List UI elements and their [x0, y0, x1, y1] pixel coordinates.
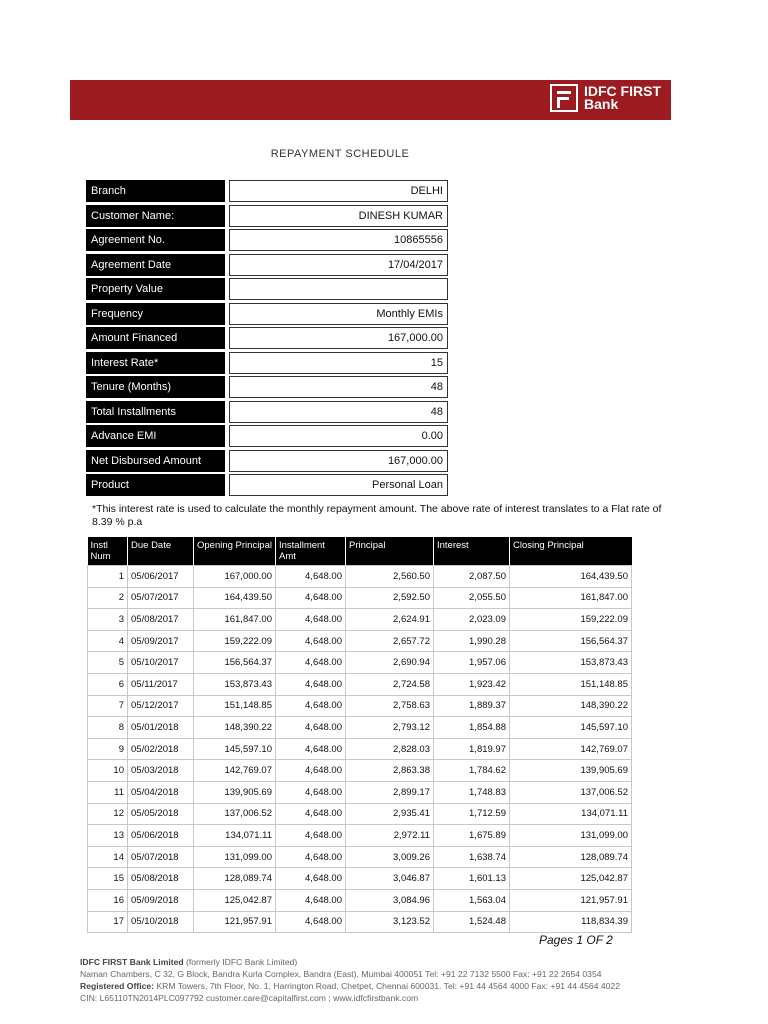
- table-cell: 2,724.58: [346, 673, 434, 695]
- table-cell: 1,748.83: [434, 781, 510, 803]
- table-cell: 142,769.07: [510, 738, 632, 760]
- table-cell: 151,148.85: [510, 673, 632, 695]
- table-cell: 15: [88, 868, 128, 890]
- table-cell: 148,390.22: [194, 717, 276, 739]
- info-value: 48: [229, 376, 448, 398]
- table-cell: 05/04/2018: [128, 781, 194, 803]
- table-row: [88, 781, 632, 803]
- footer-cin: CIN: L65110TN2014PLC097792 customer.care@capitalfirst.com ; www.idfcfirstbank.com: [80, 993, 419, 1003]
- info-row: [86, 254, 448, 276]
- table-cell: 05/01/2018: [128, 717, 194, 739]
- table-cell: 1,784.62: [434, 760, 510, 782]
- info-value: 15: [229, 352, 448, 374]
- info-label: Property Value: [86, 278, 225, 300]
- table-cell: 6: [88, 673, 128, 695]
- table-cell: 05/10/2017: [128, 652, 194, 674]
- info-row: [86, 425, 448, 447]
- table-cell: 13: [88, 825, 128, 847]
- table-cell: 159,222.09: [194, 630, 276, 652]
- table-cell: 1,524.48: [434, 911, 510, 933]
- info-value: 0.00: [229, 425, 448, 447]
- table-body: [88, 566, 632, 933]
- table-row: [88, 695, 632, 717]
- footer: [80, 956, 620, 1004]
- footer-company-line: [80, 956, 620, 968]
- info-value: DINESH KUMAR: [229, 205, 448, 227]
- table-cell: 159,222.09: [510, 609, 632, 631]
- table-cell: 05/08/2018: [128, 868, 194, 890]
- table-cell: 2,560.50: [346, 566, 434, 588]
- info-value: 17/04/2017: [229, 254, 448, 276]
- table-cell: 05/10/2018: [128, 911, 194, 933]
- table-cell: 156,564.37: [510, 630, 632, 652]
- table-cell: 121,957.91: [194, 911, 276, 933]
- table-cell: 1,923.42: [434, 673, 510, 695]
- table-cell: 164,439.50: [194, 587, 276, 609]
- info-value: 167,000.00: [229, 450, 448, 472]
- bank-logo-icon: [550, 84, 578, 112]
- info-label: Tenure (Months): [86, 376, 225, 398]
- bank-logo-text: [584, 85, 661, 111]
- table-row: [88, 889, 632, 911]
- info-value: [229, 278, 448, 300]
- table-cell: 137,006.52: [510, 781, 632, 803]
- info-label: Product: [86, 474, 225, 496]
- page-indicator: Pages 1 OF 2: [539, 933, 613, 947]
- header-banner: [70, 80, 671, 120]
- table-cell: 14: [88, 846, 128, 868]
- table-cell: 4,648.00: [276, 911, 346, 933]
- table-cell: 1,990.28: [434, 630, 510, 652]
- brand-line-2: Bank: [584, 96, 619, 112]
- table-cell: 2,863.38: [346, 760, 434, 782]
- info-label: Total Installments: [86, 401, 225, 423]
- table-cell: 153,873.43: [194, 673, 276, 695]
- table-cell: 4,648.00: [276, 760, 346, 782]
- column-header: Interest: [434, 537, 510, 566]
- table-cell: 4,648.00: [276, 652, 346, 674]
- info-row: [86, 401, 448, 423]
- table-cell: 05/09/2017: [128, 630, 194, 652]
- info-value: Monthly EMIs: [229, 303, 448, 325]
- table-cell: 05/03/2018: [128, 760, 194, 782]
- table-row: [88, 717, 632, 739]
- table-cell: 145,597.10: [510, 717, 632, 739]
- table-cell: 4,648.00: [276, 868, 346, 890]
- table-cell: 161,847.00: [194, 609, 276, 631]
- info-label: Interest Rate*: [86, 352, 225, 374]
- footer-address: Naman Chambers, C 32, G Block, Bandra Kurla Complex, Bandra (East), Mumbai 400051 Tel: +91 22 7132 5500 Fax: +91 22 2654 0354: [80, 969, 602, 979]
- table-cell: 3,009.26: [346, 846, 434, 868]
- table-row: [88, 803, 632, 825]
- table-row: [88, 760, 632, 782]
- table-cell: 3,046.87: [346, 868, 434, 890]
- table-cell: 16: [88, 889, 128, 911]
- info-row: [86, 303, 448, 325]
- table-cell: 4,648.00: [276, 566, 346, 588]
- table-cell: 3,123.52: [346, 911, 434, 933]
- table-cell: 05/07/2018: [128, 846, 194, 868]
- table-cell: 1,638.74: [434, 846, 510, 868]
- info-value: DELHI: [229, 180, 448, 202]
- table-cell: 4,648.00: [276, 738, 346, 760]
- info-label: Agreement Date: [86, 254, 225, 276]
- table-cell: 2: [88, 587, 128, 609]
- table-cell: 156,564.37: [194, 652, 276, 674]
- table-cell: 4: [88, 630, 128, 652]
- info-row: [86, 180, 448, 202]
- table-cell: 161,847.00: [510, 587, 632, 609]
- table-row: [88, 738, 632, 760]
- bank-logo: [550, 84, 661, 112]
- table-cell: 4,648.00: [276, 803, 346, 825]
- table-cell: 4,648.00: [276, 781, 346, 803]
- table-cell: 151,148.85: [194, 695, 276, 717]
- table-cell: 05/06/2017: [128, 566, 194, 588]
- table-row: [88, 673, 632, 695]
- table-cell: 2,023.09: [434, 609, 510, 631]
- table-cell: 9: [88, 738, 128, 760]
- loan-info-panel: [86, 180, 448, 499]
- column-header: Principal: [346, 537, 434, 566]
- table-cell: 2,972.11: [346, 825, 434, 847]
- table-cell: 125,042.87: [194, 889, 276, 911]
- repayment-schedule-table: [87, 537, 632, 933]
- info-label: Branch: [86, 180, 225, 202]
- table-cell: 05/05/2018: [128, 803, 194, 825]
- column-header: Opening Principal: [194, 537, 276, 566]
- info-row: [86, 229, 448, 251]
- info-row: [86, 278, 448, 300]
- table-cell: 4,648.00: [276, 889, 346, 911]
- table-cell: 134,071.11: [194, 825, 276, 847]
- table-row: [88, 652, 632, 674]
- table-cell: 1,563.04: [434, 889, 510, 911]
- table-cell: 1: [88, 566, 128, 588]
- info-value: 48: [229, 401, 448, 423]
- table-cell: 2,935.41: [346, 803, 434, 825]
- table-cell: 10: [88, 760, 128, 782]
- table-cell: 2,828.03: [346, 738, 434, 760]
- table-cell: 164,439.50: [510, 566, 632, 588]
- table-cell: 8: [88, 717, 128, 739]
- table-row: [88, 587, 632, 609]
- table-cell: 4,648.00: [276, 825, 346, 847]
- info-label: Frequency: [86, 303, 225, 325]
- brand-line-1: IDFC FIRST: [584, 83, 661, 99]
- table-cell: 05/06/2018: [128, 825, 194, 847]
- table-cell: 2,055.50: [434, 587, 510, 609]
- table-cell: 153,873.43: [510, 652, 632, 674]
- table-cell: 4,648.00: [276, 673, 346, 695]
- table-cell: 1,712.59: [434, 803, 510, 825]
- table-cell: 05/07/2017: [128, 587, 194, 609]
- table-cell: 12: [88, 803, 128, 825]
- table-row: [88, 630, 632, 652]
- table-header-row: [88, 537, 632, 566]
- table-cell: 118,834.39: [510, 911, 632, 933]
- info-value: Personal Loan: [229, 474, 448, 496]
- table-cell: 3: [88, 609, 128, 631]
- table-cell: 1,601.13: [434, 868, 510, 890]
- table-cell: 2,690.94: [346, 652, 434, 674]
- table-cell: 1,889.37: [434, 695, 510, 717]
- table-cell: 148,390.22: [510, 695, 632, 717]
- table-row: [88, 825, 632, 847]
- table-row: [88, 609, 632, 631]
- info-label: Advance EMI: [86, 425, 225, 447]
- table-cell: 128,089.74: [194, 868, 276, 890]
- table-cell: 2,899.17: [346, 781, 434, 803]
- footer-company: IDFC FIRST Bank Limited: [80, 957, 184, 967]
- footer-registered-label: Registered Office:: [80, 981, 155, 991]
- table-cell: 05/12/2017: [128, 695, 194, 717]
- footer-registered-address: KRM Towers, 7th Floor, No. 1, Harrington Road, Chetpet, Chennai 600031. Tel: +91 44 4564 4000 Fax: +91 44 4564 4022: [154, 981, 620, 991]
- table-row: [88, 566, 632, 588]
- interest-note: *This interest rate is used to calculate the monthly repayment amount. The above rate of interest translates to a Flat rate of 8.39 % p.a: [92, 503, 662, 528]
- table-cell: 2,793.12: [346, 717, 434, 739]
- table-cell: 05/11/2017: [128, 673, 194, 695]
- table-cell: 2,657.72: [346, 630, 434, 652]
- table-cell: 3,084.96: [346, 889, 434, 911]
- table-cell: 4,648.00: [276, 609, 346, 631]
- table-cell: 05/08/2017: [128, 609, 194, 631]
- table-cell: 1,819.97: [434, 738, 510, 760]
- info-row: [86, 352, 448, 374]
- table-cell: 2,758.63: [346, 695, 434, 717]
- table-cell: 4,648.00: [276, 587, 346, 609]
- table-row: [88, 846, 632, 868]
- table-cell: 2,624.91: [346, 609, 434, 631]
- info-label: Agreement No.: [86, 229, 225, 251]
- table-cell: 142,769.07: [194, 760, 276, 782]
- table-row: [88, 868, 632, 890]
- table-cell: 139,905.69: [194, 781, 276, 803]
- table-cell: 134,071.11: [510, 803, 632, 825]
- column-header: Installment Amt: [276, 537, 346, 566]
- info-label: Amount Financed: [86, 327, 225, 349]
- table-cell: 17: [88, 911, 128, 933]
- info-value: 167,000.00: [229, 327, 448, 349]
- table-cell: 137,006.52: [194, 803, 276, 825]
- table-cell: 131,099.00: [194, 846, 276, 868]
- table-cell: 128,089.74: [510, 846, 632, 868]
- table-cell: 145,597.10: [194, 738, 276, 760]
- info-value: 10865556: [229, 229, 448, 251]
- page-title: REPAYMENT SCHEDULE: [270, 148, 410, 160]
- table-cell: 121,957.91: [510, 889, 632, 911]
- table-cell: 125,042.87: [510, 868, 632, 890]
- info-row: [86, 376, 448, 398]
- info-row: [86, 474, 448, 496]
- table-cell: 2,087.50: [434, 566, 510, 588]
- table-cell: 5: [88, 652, 128, 674]
- table-cell: 4,648.00: [276, 630, 346, 652]
- footer-formerly: (formerly IDFC Bank Limited): [183, 957, 298, 967]
- table-cell: 139,905.69: [510, 760, 632, 782]
- table-cell: 4,648.00: [276, 846, 346, 868]
- table-cell: 4,648.00: [276, 695, 346, 717]
- table-cell: 4,648.00: [276, 717, 346, 739]
- table-cell: 131,099.00: [510, 825, 632, 847]
- table-cell: 2,592.50: [346, 587, 434, 609]
- info-label: Customer Name:: [86, 205, 225, 227]
- table-cell: 05/09/2018: [128, 889, 194, 911]
- table-cell: 1,675.89: [434, 825, 510, 847]
- info-row: [86, 205, 448, 227]
- table-cell: 1,957.06: [434, 652, 510, 674]
- column-header: Instl Num: [88, 537, 128, 566]
- info-label: Net Disbursed Amount: [86, 450, 225, 472]
- info-row: [86, 450, 448, 472]
- column-header: Closing Principal: [510, 537, 632, 566]
- table-cell: 05/02/2018: [128, 738, 194, 760]
- table-cell: 167,000.00: [194, 566, 276, 588]
- table-cell: 11: [88, 781, 128, 803]
- table-cell: 7: [88, 695, 128, 717]
- table-row: [88, 911, 632, 933]
- table-cell: 1,854.88: [434, 717, 510, 739]
- column-header: Due Date: [128, 537, 194, 566]
- info-row: [86, 327, 448, 349]
- footer-registered-line: [80, 980, 620, 992]
